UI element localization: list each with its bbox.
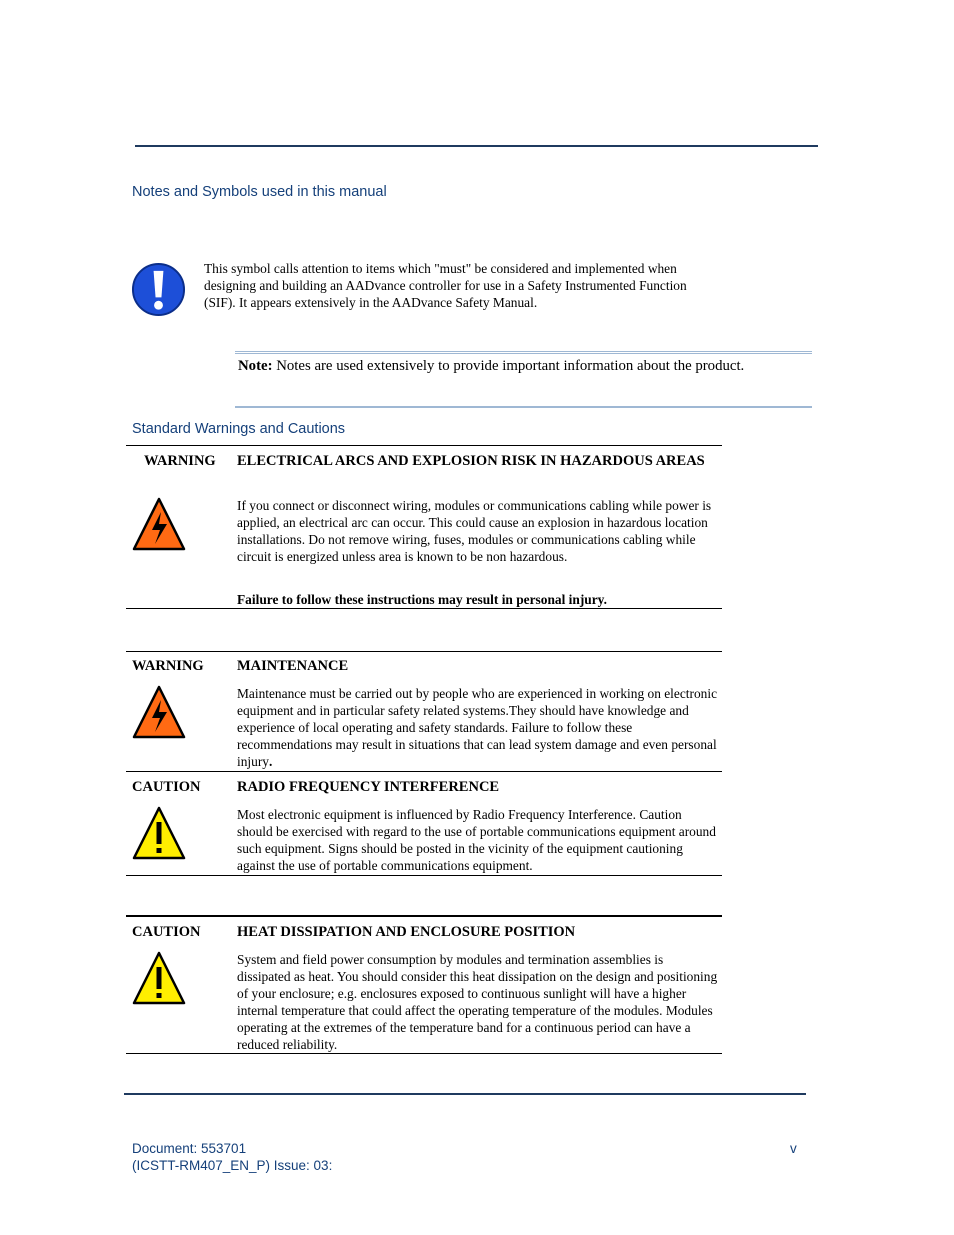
note-text	[238, 357, 798, 376]
caution-label: CAUTION	[132, 924, 201, 940]
warning-body-end: .	[269, 754, 273, 769]
footer-document: Document: 553701	[132, 1141, 247, 1156]
caution-triangle-icon	[131, 950, 187, 1006]
electrical-hazard-icon	[131, 684, 187, 740]
warnings-heading: Standard Warnings and Cautions	[132, 421, 346, 437]
block-rule	[126, 1053, 722, 1054]
electrical-hazard-icon	[131, 496, 187, 552]
caution-title: RADIO FREQUENCY INTERFERENCE	[237, 779, 500, 795]
note-body: Notes are used extensively to provide important information about the product.	[276, 358, 745, 374]
block-rule	[126, 875, 722, 876]
note-label: Note:	[238, 358, 273, 374]
warning-body	[237, 685, 719, 770]
page-number: v	[790, 1141, 797, 1156]
footer-issue: (ICSTT-RM407_EN_P) Issue: 03:	[132, 1158, 333, 1173]
notes-heading: Notes and Symbols used in this manual	[132, 184, 387, 200]
warning-body-text: Maintenance must be carried out by people who are experienced in working on electronic equipment and in particular safety related systems.They should have knowledge and experience of local operating and safety standards. Failure to follow these recommendations may result in situations that can lead system damage and even personal injury	[237, 686, 718, 769]
block-rule	[126, 445, 722, 446]
caution-triangle-icon	[131, 805, 187, 861]
block-rule	[126, 771, 722, 772]
footer-rule	[124, 1093, 806, 1095]
warning-title: MAINTENANCE	[237, 658, 349, 674]
caution-title: HEAT DISSIPATION AND ENCLOSURE POSITION	[237, 924, 576, 940]
warning-label: WARNING	[144, 453, 216, 469]
block-rule	[126, 915, 722, 917]
block-rule	[126, 651, 722, 652]
block-rule	[126, 608, 722, 609]
caution-label: CAUTION	[132, 779, 201, 795]
header-rule	[135, 145, 818, 147]
warning-title: ELECTRICAL ARCS AND EXPLOSION RISK IN HAZARDOUS AREAS	[237, 453, 705, 469]
warning-body: If you connect or disconnect wiring, modules or communications cabling while power is applied, an electrical arc can occur. This could cause an explosion in hazardous location installations. Do not remove wiring, fuses, modules or communications cabling while circuit is energized unless area is known to be non hazardous.	[237, 498, 712, 564]
caution-body: Most electronic equipment is influenced by Radio Frequency Interference. Caution should be exercised with regard to the use of portable communications equipment around such equipment. Signs should be posted in the vicinity of the equipment cautioning against the use of portable communications equipment.	[237, 807, 716, 873]
caution-body: System and field power consumption by modules and termination assemblies is dissipated as heat. You should consider this heat dissipation on the design and positioning of your enclosure; e.g. enclosures exposed to continuous sunlight will have a higher internal temperature that could affect the operating temperature of the modules. Modules operating at the extremes of the temperature band for a continuous period can have a reduced reliability.	[237, 952, 718, 1052]
warning-footer: Failure to follow these instructions may result in personal injury.	[237, 592, 607, 607]
warning-label: WARNING	[132, 658, 204, 674]
symbol-description: This symbol calls attention to items which "must" be considered and implemented when designing and building an AADvance controller for use in a Safety Instrumented Function (SIF). It appears extensively in the AADvance Safety Manual.	[204, 261, 687, 310]
exclamation-circle-icon	[131, 262, 186, 317]
